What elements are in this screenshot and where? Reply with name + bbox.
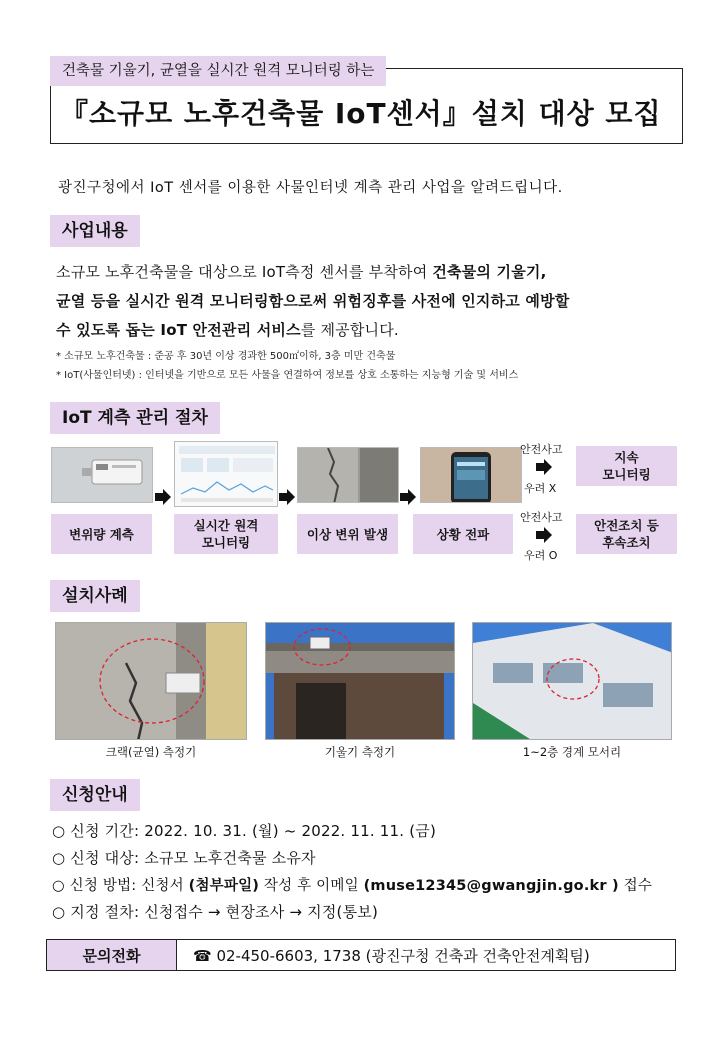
caption-tilt: 기울기 측정기: [324, 745, 396, 759]
section-label-procedure: IoT 계측 관리 절차: [50, 402, 220, 434]
note-small-building: * 소규모 노후건축물 : 준공 후 30년 이상 경과한 500㎡이하, 3층 미만 건축물: [56, 351, 396, 362]
crack-sensor-photo: [55, 622, 247, 740]
corner-sensor-photo: [472, 622, 672, 740]
contact-table: [46, 939, 676, 971]
sensor-device-image: [51, 447, 153, 503]
business-text-3: 를 제공합니다.: [300, 321, 399, 339]
branch-top-sub: 우려 X: [524, 482, 557, 495]
step-anomaly: 이상 변위 발생: [297, 514, 398, 554]
caption-crack: 크랙(균열) 측정기: [105, 745, 197, 759]
smartphone-image: [420, 447, 522, 503]
apply-process: ○ 지정 절차: 신청접수 → 현장조사 → 지정(통보): [52, 903, 379, 921]
result-safety-measures: 안전조치 등 후속조치: [576, 514, 677, 554]
apply-method-pre: ○ 신청 방법: 신청서: [52, 878, 189, 894]
section-label-apply: 신청안내: [50, 779, 140, 811]
arrow-right-icon: [279, 489, 295, 505]
intro-text: 광진구청에서 IoT 센서를 이용한 사물인터넷 계측 관리 사업을 알려드립니다.: [58, 180, 563, 196]
subtitle-tag: 건축물 기울기, 균열을 실시간 원격 모니터링 하는: [50, 56, 386, 86]
contact-label: 문의전화: [47, 940, 177, 970]
arrow-right-icon: [400, 489, 416, 505]
section-label-business: 사업내용: [50, 215, 140, 247]
apply-method: [52, 874, 652, 895]
business-text-1: 소규모 노후건축물을 대상으로 IoT측정 센서를 부착하여: [56, 263, 433, 281]
monitoring-screen-image: [174, 441, 278, 507]
result-continue-monitoring: 지속 모니터링: [576, 446, 677, 486]
apply-method-post: 접수: [618, 878, 653, 894]
caption-corner: 1~2층 경계 모서리: [522, 745, 622, 759]
arrow-right-icon: [155, 489, 171, 505]
tilt-sensor-photo: [265, 622, 455, 740]
branch-bottom-sub: 우려 O: [524, 549, 558, 562]
step-monitoring: 실시간 원격 모니터링: [174, 514, 278, 554]
crack-wall-image: [297, 447, 399, 503]
apply-method-attachment: (첨부파일): [188, 878, 260, 894]
business-text-3-bold: 수 있도록 돕는 IoT 안전관리 서비스: [56, 321, 301, 339]
branch-bottom-label: 안전사고: [520, 511, 563, 524]
apply-method-email: (muse12345@gwangjin.go.kr ): [363, 878, 619, 894]
section-label-examples: 설치사례: [50, 580, 140, 612]
apply-target: ○ 신청 대상: 소규모 노후건축물 소유자: [52, 849, 316, 867]
step-broadcast: 상황 전파: [413, 514, 513, 554]
business-text-2-bold: 균열 등을 실시간 원격 모니터링함으로써 위험징후를 사전에 인지하고 예방할: [56, 292, 570, 310]
business-text-1-bold: 건축물의 기울기,: [432, 263, 547, 281]
page-title: 『소규모 노후건축물 IoT센서』설치 대상 모집: [60, 97, 662, 130]
branch-top-label: 안전사고: [520, 443, 563, 456]
arrow-right-icon: [536, 459, 552, 475]
arrow-right-icon: [536, 527, 552, 543]
step-displacement: 변위량 계측: [51, 514, 152, 554]
apply-period: ○ 신청 기간: 2022. 10. 31. (월) ~ 2022. 11. 11. (금): [52, 822, 437, 840]
contact-phone: ☎ 02-450-6603, 1738 (광진구청 건축과 건축안전계획팀): [193, 946, 590, 965]
apply-method-mid: 작성 후 이메일: [259, 878, 364, 894]
business-description: [56, 258, 676, 345]
note-iot: * IoT(사물인터넷) : 인터넷을 기반으로 모든 사물을 연결하여 정보를 상호 소통하는 지능형 기술 및 서비스: [56, 370, 519, 381]
